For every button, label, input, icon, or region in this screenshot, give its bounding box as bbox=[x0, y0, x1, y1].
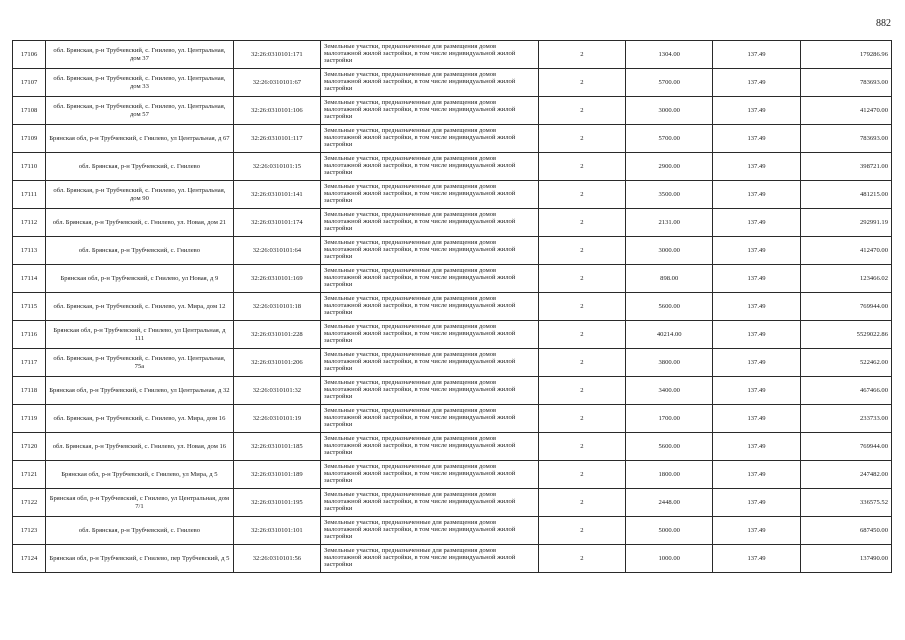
address-cell: Брянская обл, р-н Трубчевский, с Гнилево, ул Центральная, д 32 bbox=[46, 377, 234, 405]
cadastral-number-cell: 32:26:0310101:228 bbox=[233, 321, 320, 349]
area-cell: 2131.00 bbox=[626, 209, 713, 237]
land-use-cell: Земельные участки, предназначенные для размещения домов малоэтажной жилой застройки, в том числе индивидуальной жилой застройки bbox=[321, 293, 539, 321]
row-number-cell: 17111 bbox=[13, 181, 46, 209]
row-number-cell: 17115 bbox=[13, 293, 46, 321]
cadastral-value-cell: 412470.00 bbox=[800, 237, 891, 265]
land-use-cell: Земельные участки, предназначенные для размещения домов малоэтажной жилой застройки, в том числе индивидуальной жилой застройки bbox=[321, 321, 539, 349]
rate-cell: 137.49 bbox=[713, 405, 800, 433]
row-number-cell: 17106 bbox=[13, 41, 46, 69]
table-row bbox=[13, 349, 892, 377]
address-cell: обл. Брянская, р-н Трубчевский, с. Гнилево bbox=[46, 517, 234, 545]
row-number-cell: 17121 bbox=[13, 461, 46, 489]
cadastral-value-cell: 179286.96 bbox=[800, 41, 891, 69]
area-cell: 5600.00 bbox=[626, 293, 713, 321]
table-row bbox=[13, 237, 892, 265]
category-cell: 2 bbox=[538, 41, 625, 69]
cadastral-value-cell: 769944.00 bbox=[800, 433, 891, 461]
cadastral-number-cell: 32:26:0310101:19 bbox=[233, 405, 320, 433]
land-use-cell: Земельные участки, предназначенные для размещения домов малоэтажной жилой застройки, в том числе индивидуальной жилой застройки bbox=[321, 517, 539, 545]
address-cell: Брянская обл, р-н Трубчевский, с Гнилево, ул Новая, д 9 bbox=[46, 265, 234, 293]
table-row bbox=[13, 153, 892, 181]
rate-cell: 137.49 bbox=[713, 209, 800, 237]
cadastral-number-cell: 32:26:0310101:206 bbox=[233, 349, 320, 377]
row-number-cell: 17120 bbox=[13, 433, 46, 461]
table-row bbox=[13, 489, 892, 517]
cadastral-number-cell: 32:26:0310101:189 bbox=[233, 461, 320, 489]
area-cell: 1700.00 bbox=[626, 405, 713, 433]
cadastral-number-cell: 32:26:0310101:185 bbox=[233, 433, 320, 461]
land-use-cell: Земельные участки, предназначенные для размещения домов малоэтажной жилой застройки, в том числе индивидуальной жилой застройки bbox=[321, 97, 539, 125]
row-number-cell: 17117 bbox=[13, 349, 46, 377]
cadastral-value-cell: 292991.19 bbox=[800, 209, 891, 237]
address-cell: обл. Брянская, р-н Трубчевский, с. Гнилево, ул. Новая, дом 16 bbox=[46, 433, 234, 461]
address-cell: обл. Брянская, р-н Трубчевский, с. Гнилево bbox=[46, 153, 234, 181]
rate-cell: 137.49 bbox=[713, 181, 800, 209]
cadastral-value-cell: 247482.00 bbox=[800, 461, 891, 489]
cadastral-number-cell: 32:26:0310101:56 bbox=[233, 545, 320, 573]
rate-cell: 137.49 bbox=[713, 433, 800, 461]
row-number-cell: 17123 bbox=[13, 517, 46, 545]
area-cell: 5700.00 bbox=[626, 69, 713, 97]
cadastral-number-cell: 32:26:0310101:67 bbox=[233, 69, 320, 97]
row-number-cell: 17110 bbox=[13, 153, 46, 181]
rate-cell: 137.49 bbox=[713, 97, 800, 125]
address-cell: обл. Брянская, р-н Трубчевский, с. Гнилево, ул. Центральная, дом 33 bbox=[46, 69, 234, 97]
area-cell: 5700.00 bbox=[626, 125, 713, 153]
category-cell: 2 bbox=[538, 545, 625, 573]
address-cell: обл. Брянская, р-н Трубчевский, с. Гнилево, ул. Мира, дом 12 bbox=[46, 293, 234, 321]
address-cell: Брянская обл, р-н Трубчевский, с Гнилево, ул Центральная, дом 7/1 bbox=[46, 489, 234, 517]
area-cell: 3400.00 bbox=[626, 377, 713, 405]
area-cell: 3000.00 bbox=[626, 97, 713, 125]
rate-cell: 137.49 bbox=[713, 69, 800, 97]
table-row bbox=[13, 517, 892, 545]
cadastral-value-cell: 481215.00 bbox=[800, 181, 891, 209]
category-cell: 2 bbox=[538, 293, 625, 321]
table-row bbox=[13, 321, 892, 349]
cadastral-number-cell: 32:26:0310101:64 bbox=[233, 237, 320, 265]
land-use-cell: Земельные участки, предназначенные для размещения домов малоэтажной жилой застройки, в том числе индивидуальной жилой застройки bbox=[321, 377, 539, 405]
land-use-cell: Земельные участки, предназначенные для размещения домов малоэтажной жилой застройки, в том числе индивидуальной жилой застройки bbox=[321, 489, 539, 517]
cadastral-value-cell: 123466.02 bbox=[800, 265, 891, 293]
cadastral-number-cell: 32:26:0310101:169 bbox=[233, 265, 320, 293]
rate-cell: 137.49 bbox=[713, 377, 800, 405]
table-row bbox=[13, 405, 892, 433]
cadastral-number-cell: 32:26:0310101:141 bbox=[233, 181, 320, 209]
row-number-cell: 17116 bbox=[13, 321, 46, 349]
table-row bbox=[13, 97, 892, 125]
category-cell: 2 bbox=[538, 153, 625, 181]
category-cell: 2 bbox=[538, 321, 625, 349]
cadastral-value-cell: 233733.00 bbox=[800, 405, 891, 433]
cadastral-number-cell: 32:26:0310101:117 bbox=[233, 125, 320, 153]
rate-cell: 137.49 bbox=[713, 237, 800, 265]
land-use-cell: Земельные участки, предназначенные для размещения домов малоэтажной жилой застройки, в том числе индивидуальной жилой застройки bbox=[321, 265, 539, 293]
cadastral-value-cell: 467466.00 bbox=[800, 377, 891, 405]
area-cell: 2448.00 bbox=[626, 489, 713, 517]
category-cell: 2 bbox=[538, 461, 625, 489]
cadastral-value-cell: 336575.52 bbox=[800, 489, 891, 517]
cadastral-number-cell: 32:26:0310101:101 bbox=[233, 517, 320, 545]
rate-cell: 137.49 bbox=[713, 265, 800, 293]
area-cell: 3000.00 bbox=[626, 237, 713, 265]
land-use-cell: Земельные участки, предназначенные для размещения домов малоэтажной жилой застройки, в том числе индивидуальной жилой застройки bbox=[321, 209, 539, 237]
category-cell: 2 bbox=[538, 97, 625, 125]
area-cell: 5600.00 bbox=[626, 433, 713, 461]
cadastral-number-cell: 32:26:0310101:106 bbox=[233, 97, 320, 125]
category-cell: 2 bbox=[538, 377, 625, 405]
address-cell: обл. Брянская, р-н Трубчевский, с. Гнилево, ул. Центральная, 75а bbox=[46, 349, 234, 377]
row-number-cell: 17108 bbox=[13, 97, 46, 125]
land-use-cell: Земельные участки, предназначенные для размещения домов малоэтажной жилой застройки, в том числе индивидуальной жилой застройки bbox=[321, 461, 539, 489]
cadastral-number-cell: 32:26:0310101:195 bbox=[233, 489, 320, 517]
rate-cell: 137.49 bbox=[713, 293, 800, 321]
cadastral-number-cell: 32:26:0310101:18 bbox=[233, 293, 320, 321]
table-row bbox=[13, 209, 892, 237]
area-cell: 2900.00 bbox=[626, 153, 713, 181]
cadastral-value-cell: 783693.00 bbox=[800, 69, 891, 97]
cadastral-value-cell: 412470.00 bbox=[800, 97, 891, 125]
address-cell: обл. Брянская, р-н Трубчевский, с. Гнилево, ул. Центральная, дом 57 bbox=[46, 97, 234, 125]
address-cell: обл. Брянская, р-н Трубчевский, с. Гнилево, ул. Мира, дом 16 bbox=[46, 405, 234, 433]
table-row bbox=[13, 69, 892, 97]
category-cell: 2 bbox=[538, 209, 625, 237]
cadastral-number-cell: 32:26:0310101:15 bbox=[233, 153, 320, 181]
table-row bbox=[13, 461, 892, 489]
cadastral-number-cell: 32:26:0310101:174 bbox=[233, 209, 320, 237]
table-row bbox=[13, 125, 892, 153]
address-cell: Брянская обл, р-н Трубчевский, с Гнилево, пер Трубчевский, д 5 bbox=[46, 545, 234, 573]
category-cell: 2 bbox=[538, 489, 625, 517]
land-use-cell: Земельные участки, предназначенные для размещения домов малоэтажной жилой застройки, в том числе индивидуальной жилой застройки bbox=[321, 69, 539, 97]
category-cell: 2 bbox=[538, 517, 625, 545]
area-cell: 3800.00 bbox=[626, 349, 713, 377]
area-cell: 3500.00 bbox=[626, 181, 713, 209]
area-cell: 5000.00 bbox=[626, 517, 713, 545]
land-use-cell: Земельные участки, предназначенные для размещения домов малоэтажной жилой застройки, в том числе индивидуальной жилой застройки bbox=[321, 237, 539, 265]
address-cell: обл. Брянская, р-н Трубчевский, с. Гнилево bbox=[46, 237, 234, 265]
rate-cell: 137.49 bbox=[713, 321, 800, 349]
row-number-cell: 17122 bbox=[13, 489, 46, 517]
area-cell: 1800.00 bbox=[626, 461, 713, 489]
row-number-cell: 17124 bbox=[13, 545, 46, 573]
cadastral-number-cell: 32:26:0310101:171 bbox=[233, 41, 320, 69]
land-use-cell: Земельные участки, предназначенные для размещения домов малоэтажной жилой застройки, в том числе индивидуальной жилой застройки bbox=[321, 349, 539, 377]
category-cell: 2 bbox=[538, 125, 625, 153]
address-cell: обл. Брянская, р-н Трубчевский, с. Гнилево, ул. Центральная, дом 90 bbox=[46, 181, 234, 209]
category-cell: 2 bbox=[538, 349, 625, 377]
cadastral-value-cell: 398721.00 bbox=[800, 153, 891, 181]
table-row bbox=[13, 265, 892, 293]
row-number-cell: 17109 bbox=[13, 125, 46, 153]
row-number-cell: 17107 bbox=[13, 69, 46, 97]
rate-cell: 137.49 bbox=[713, 489, 800, 517]
cadastral-value-cell: 522462.00 bbox=[800, 349, 891, 377]
table-row bbox=[13, 377, 892, 405]
row-number-cell: 17118 bbox=[13, 377, 46, 405]
category-cell: 2 bbox=[538, 405, 625, 433]
row-number-cell: 17114 bbox=[13, 265, 46, 293]
address-cell: Брянская обл, р-н Трубчевский, с Гнилево, ул Центральная, д 111 bbox=[46, 321, 234, 349]
cadastral-value-cell: 5529022.86 bbox=[800, 321, 891, 349]
land-use-cell: Земельные участки, предназначенные для размещения домов малоэтажной жилой застройки, в том числе индивидуальной жилой застройки bbox=[321, 181, 539, 209]
rate-cell: 137.49 bbox=[713, 545, 800, 573]
cadastral-value-cell: 783693.00 bbox=[800, 125, 891, 153]
category-cell: 2 bbox=[538, 237, 625, 265]
cadastral-value-cell: 137490.00 bbox=[800, 545, 891, 573]
land-registry-table bbox=[12, 40, 892, 573]
table-row bbox=[13, 545, 892, 573]
land-use-cell: Земельные участки, предназначенные для размещения домов малоэтажной жилой застройки, в том числе индивидуальной жилой застройки bbox=[321, 125, 539, 153]
rate-cell: 137.49 bbox=[713, 517, 800, 545]
table-body bbox=[13, 41, 892, 573]
area-cell: 40214.00 bbox=[626, 321, 713, 349]
land-use-cell: Земельные участки, предназначенные для размещения домов малоэтажной жилой застройки, в том числе индивидуальной жилой застройки bbox=[321, 41, 539, 69]
table-row bbox=[13, 41, 892, 69]
table-row bbox=[13, 181, 892, 209]
address-cell: обл. Брянская, р-н Трубчевский, с. Гнилево, ул. Центральная, дом 37 bbox=[46, 41, 234, 69]
category-cell: 2 bbox=[538, 181, 625, 209]
rate-cell: 137.49 bbox=[713, 125, 800, 153]
table-row bbox=[13, 433, 892, 461]
row-number-cell: 17113 bbox=[13, 237, 46, 265]
cadastral-number-cell: 32:26:0310101:32 bbox=[233, 377, 320, 405]
land-use-cell: Земельные участки, предназначенные для размещения домов малоэтажной жилой застройки, в том числе индивидуальной жилой застройки bbox=[321, 545, 539, 573]
category-cell: 2 bbox=[538, 433, 625, 461]
land-use-cell: Земельные участки, предназначенные для размещения домов малоэтажной жилой застройки, в том числе индивидуальной жилой застройки bbox=[321, 433, 539, 461]
cadastral-value-cell: 769944.00 bbox=[800, 293, 891, 321]
category-cell: 2 bbox=[538, 69, 625, 97]
land-use-cell: Земельные участки, предназначенные для размещения домов малоэтажной жилой застройки, в том числе индивидуальной жилой застройки bbox=[321, 153, 539, 181]
address-cell: обл. Брянская, р-н Трубчевский, с. Гнилево, ул. Новая, дом 21 bbox=[46, 209, 234, 237]
address-cell: Брянская обл, р-н Трубчевский, с Гнилево, ул Мира, д 5 bbox=[46, 461, 234, 489]
rate-cell: 137.49 bbox=[713, 349, 800, 377]
address-cell: Брянская обл, р-н Трубчевский, с Гнилево, ул Центральная, д 67 bbox=[46, 125, 234, 153]
row-number-cell: 17112 bbox=[13, 209, 46, 237]
table-row bbox=[13, 293, 892, 321]
page-number: 882 bbox=[876, 18, 891, 29]
category-cell: 2 bbox=[538, 265, 625, 293]
rate-cell: 137.49 bbox=[713, 41, 800, 69]
cadastral-value-cell: 687450.00 bbox=[800, 517, 891, 545]
area-cell: 1000.00 bbox=[626, 545, 713, 573]
row-number-cell: 17119 bbox=[13, 405, 46, 433]
area-cell: 1304.00 bbox=[626, 41, 713, 69]
rate-cell: 137.49 bbox=[713, 153, 800, 181]
area-cell: 898.00 bbox=[626, 265, 713, 293]
land-use-cell: Земельные участки, предназначенные для размещения домов малоэтажной жилой застройки, в том числе индивидуальной жилой застройки bbox=[321, 405, 539, 433]
rate-cell: 137.49 bbox=[713, 461, 800, 489]
